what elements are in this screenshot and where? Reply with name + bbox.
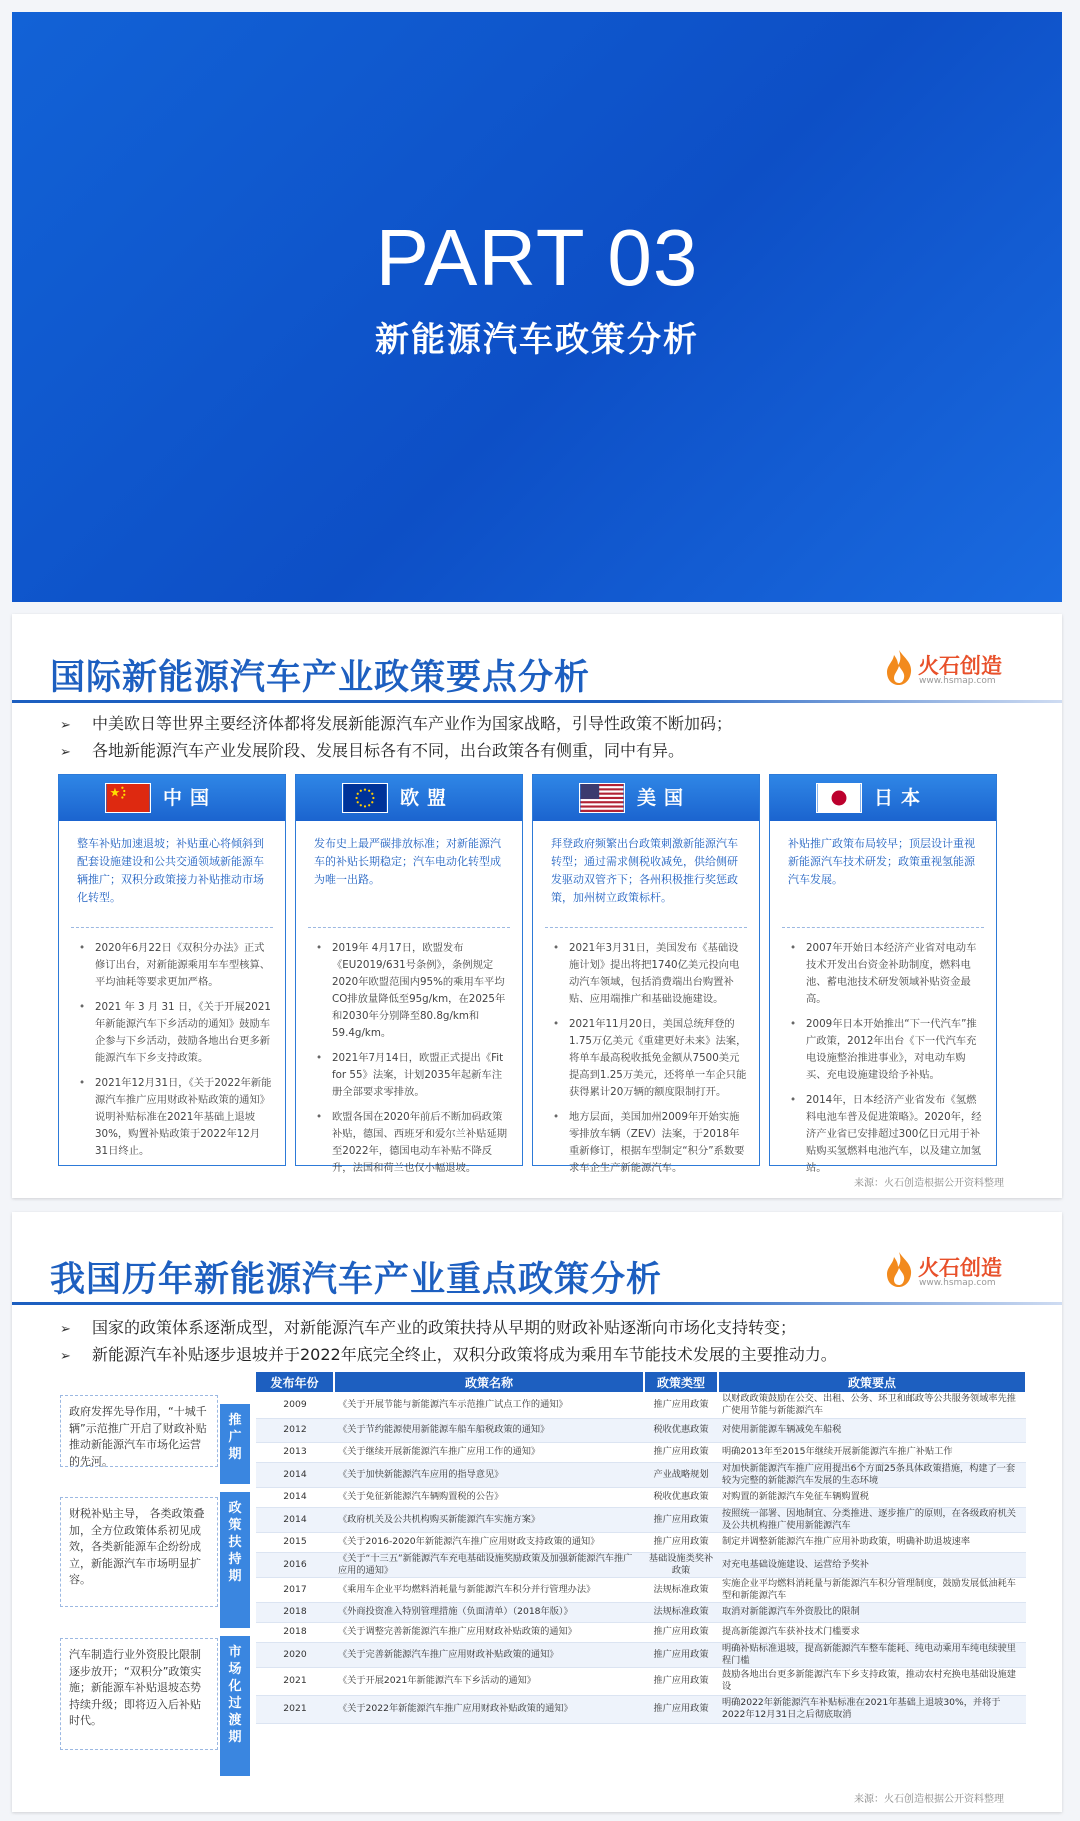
- table-row: [256, 1487, 1026, 1507]
- arrow-icon: ➢: [60, 745, 71, 760]
- table-cell-name: 《关于继续开展新能源汽车推广应用工作的通知》: [334, 1442, 644, 1462]
- table-cell-year: 2021: [256, 1695, 334, 1723]
- column-header: 发布年份: [256, 1372, 334, 1392]
- brand-name: 火石创造: [918, 654, 1002, 678]
- table-cell-name: 《乘用车企业平均燃料消耗量与新能源汽车积分并行管理办法》: [334, 1577, 644, 1602]
- table-cell-name: 《关于节约能源使用新能源车船车船税政策的通知》: [334, 1418, 644, 1442]
- table-cell-type: 推广应用政策: [644, 1695, 718, 1723]
- table-cell-year: 2014: [256, 1507, 334, 1532]
- intro-bullets: [60, 1314, 837, 1368]
- table-row: [256, 1695, 1026, 1723]
- country-card-usa: [532, 774, 760, 1174]
- table-row: [256, 1442, 1026, 1462]
- usa-flag-icon: [579, 783, 625, 813]
- table-cell-name: 《关于开展2021年新能源汽车下乡活动的通知》: [334, 1667, 644, 1695]
- country-card-china: [58, 774, 286, 1166]
- stage-note-promotion: 政府发挥先导作用，“十城千辆”示范推广开启了财政补贴推动新能源汽车市场化运营的先河。: [60, 1395, 218, 1467]
- dashed-divider: [308, 927, 510, 928]
- intro-bullets: [60, 710, 732, 764]
- table-row: [256, 1532, 1026, 1552]
- list-item: • 2009年日本开始推出“下一代汽车”推广政策，2012年出台《下一代汽车充电设施整治推进事业》，对电动车购买、充电设施建设给予补贴。: [782, 1016, 984, 1084]
- brand-logo: [884, 1248, 1004, 1292]
- table-cell-point: 取消对新能源汽车外资股比的限制: [718, 1602, 1026, 1622]
- part-number: PART 03: [375, 213, 699, 302]
- list-item: • 2021年12月31日，《关于2022年新能源汽车推广应用财政补贴政策的通知》说明补贴标准在2021年基础上退坡30%，购置补贴政策于2022年12月31日终止。: [71, 1075, 273, 1160]
- china-flag-icon: [105, 783, 151, 813]
- country-summary: 补贴推广政策布局较早；顶层设计重视新能源汽车技术研发；政策重视氢能源汽车发展。: [788, 837, 975, 886]
- brand-logo: [884, 646, 1004, 690]
- table-row: [256, 1602, 1026, 1622]
- list-item: • 2021年11月20日，美国总统拜登的1.75万亿美元《重建更好未来》法案，将单车最高税收抵免金额从7500美元提高到1.25万美元，还将单一车企只能获得累计20万辆的额度限制打开。: [545, 1016, 747, 1101]
- table-cell-year: 2014: [256, 1487, 334, 1507]
- table-row: [256, 1667, 1026, 1695]
- country-name: 美国: [637, 787, 692, 809]
- table-cell-point: 明确2022年新能源汽车补贴标准在2021年基础上退坡30%，并将于2022年12月31日之后彻底取消: [718, 1695, 1026, 1723]
- arrow-icon: ➢: [60, 1349, 71, 1364]
- title-divider: [12, 700, 1062, 703]
- column-header: 政策要点: [718, 1372, 1026, 1392]
- table-row: [256, 1507, 1026, 1532]
- list-item: • 2020年6月22日《双积分办法》正式修订出台，对新能源乘用车车型核算、平均油耗等要求更加严格。: [71, 940, 273, 991]
- bullet-item: ➢ 新能源汽车补贴逐步退坡并于2022年底完全终止，双积分政策将成为乘用车节能技术发展的主要推动力。: [60, 1341, 837, 1368]
- list-item: • 2021年7月14日，欧盟正式提出《Fit for 55》法案，计划2035年起新车注册全部要求零排放。: [308, 1050, 510, 1101]
- table-cell-point: 以财政政策鼓励在公交、出租、公务、环卫和邮政等公共服务领域率先推广使用节能与新能源汽车: [718, 1392, 1026, 1418]
- stage-label-support: 政策扶持期: [220, 1492, 250, 1628]
- table-cell-type: 推广应用政策: [644, 1622, 718, 1642]
- country-card-japan: [769, 774, 997, 1174]
- table-cell-type: 基础设施类奖补政策: [644, 1552, 718, 1577]
- table-row: [256, 1622, 1026, 1642]
- table-row: [256, 1552, 1026, 1577]
- country-name: 欧盟: [400, 787, 455, 809]
- table-cell-year: 2016: [256, 1552, 334, 1577]
- table-cell-point: 鼓励各地出台更多新能源汽车下乡支持政策，推动农村充换电基础设施建设: [718, 1667, 1026, 1695]
- table-row: [256, 1392, 1026, 1418]
- bullet-item: ➢ 各地新能源汽车产业发展阶段、发展目标各有不同，出台政策各有侧重，同中有异。: [60, 737, 732, 764]
- table-cell-year: 2020: [256, 1642, 334, 1667]
- dashed-divider: [545, 927, 747, 928]
- table-cell-year: 2021: [256, 1667, 334, 1695]
- title-divider: [12, 1302, 1062, 1305]
- country-summary: 发布史上最严碳排放标准；对新能源汽车的补贴长期稳定；汽车电动化转型成为唯一出路。: [314, 837, 501, 886]
- table-row: [256, 1577, 1026, 1602]
- table-cell-name: 《关于加快新能源汽车应用的指导意见》: [334, 1462, 644, 1487]
- country-summary: 整车补贴加速退坡；补贴重心将倾斜到配套设施建设和公共交通领域新能源车辆推广；双积分政策接力补贴推动市场化转型。: [77, 837, 264, 904]
- table-cell-name: 《关于调整完善新能源汽车推广应用财政补贴政策的通知》: [334, 1622, 644, 1642]
- list-item: • 2019年 4月17日，欧盟发布《EU2019/631号条例》，条例规定2020年欧盟范围内95%的乘用车平均CO排放量降低至95g/km，在2025年和2030年分别降至80.8g/km和59.4g/km。: [308, 940, 510, 1042]
- bullet-item: ➢ 国家的政策体系逐渐成型，对新能源汽车产业的政策扶持从早期的财政补贴逐渐向市场化支持转变；: [60, 1314, 837, 1341]
- column-header: 政策名称: [334, 1372, 644, 1392]
- table-cell-point: 制定并调整新能源汽车推广应用补助政策，明确补助退坡速率: [718, 1532, 1026, 1552]
- table-cell-name: 《关于2022年新能源汽车推广应用财政补贴政策的通知》: [334, 1695, 644, 1723]
- table-cell-point: 对充电基础设施建设、运营给予奖补: [718, 1552, 1026, 1577]
- list-item: • 欧盟各国在2020年前后不断加码政策补贴，德国、西班牙和爱尔兰补贴延期至2022年，德国电动车补贴不降反升，法国和荷兰也仅小幅退坡。: [308, 1109, 510, 1177]
- source-note: 来源：火石创造根据公开资料整理: [854, 1794, 1004, 1805]
- card-header: [533, 775, 759, 821]
- list-item: • 2014年，日本经济产业省发布《氢燃料电池车普及促进策略》。2020年，经济产业省已安排超过300亿日元用于补贴购买氢燃料电池汽车，以及建立加氢站。: [782, 1092, 984, 1177]
- table-cell-point: 明确2013年至2015年继续开展新能源汽车推广补贴工作: [718, 1442, 1026, 1462]
- table-cell-point: 明确补贴标准退坡，提高新能源汽车整车能耗、纯电动乘用车纯电续驶里程门槛: [718, 1642, 1026, 1667]
- country-name: 日本: [874, 787, 929, 809]
- table-cell-type: 法规标准政策: [644, 1577, 718, 1602]
- list-item: • 2021年3月31日，美国发布《基础设施计划》提出将把1740亿美元投向电动汽车领域，包括消费端出台购置补贴、应用端推广和基础设施建设。: [545, 940, 747, 1008]
- brand-url: www.hsmap.com: [919, 1278, 996, 1288]
- table-cell-year: 2014: [256, 1462, 334, 1487]
- table-cell-type: 推广应用政策: [644, 1667, 718, 1695]
- stage-label-promotion: 推广期: [220, 1404, 250, 1484]
- stage-note-transition: 汽车制造行业外资股比限制逐步放开；“双积分”政策实施；新能源车补贴退坡态势持续升级；即将迈入后补贴时代。: [60, 1638, 218, 1750]
- column-header: 政策类型: [644, 1372, 718, 1392]
- table-cell-type: 推广应用政策: [644, 1442, 718, 1462]
- table-cell-point: 按照统一部署、因地制宜、分类推进、逐步推广的原则，在各级政府机关及公共机构推广使用新能源汽车: [718, 1507, 1026, 1532]
- table-cell-year: 2015: [256, 1532, 334, 1552]
- list-item: • 地方层面，美国加州2009年开始实施零排放车辆（ZEV）法案，于2018年重新修订，根据车型制定“积分”系数要求车企生产新能源汽车。: [545, 1109, 747, 1177]
- card-header: [770, 775, 996, 821]
- stage-note-support: 财税补贴主导， 各类政策叠加，全方位政策体系初见成效，各类新能源车企纷纷成立，新能源汽车市场明显扩容。: [60, 1497, 218, 1607]
- flame-icon: [884, 1250, 914, 1288]
- table-cell-point: 对使用新能源车辆减免车船税: [718, 1418, 1026, 1442]
- bullet-item: ➢ 中美欧日等世界主要经济体都将发展新能源汽车产业作为国家战略，引导性政策不断加码；: [60, 710, 732, 737]
- table-cell-name: 《关于完善新能源汽车推广应用财政补贴政策的通知》: [334, 1642, 644, 1667]
- table-cell-name: 《关于“十三五”新能源汽车充电基础设施奖励政策及加强新能源汽车推广应用的通知》: [334, 1552, 644, 1577]
- japan-flag-icon: [816, 783, 862, 813]
- table-cell-point: 对加快新能源汽车推广应用提出6个方面25条具体政策措施，构建了一套较为完整的新能源汽车发展的生态环境: [718, 1462, 1026, 1487]
- slide-title: 国际新能源汽车产业政策要点分析: [50, 658, 591, 698]
- table-row: [256, 1418, 1026, 1442]
- table-row: [256, 1462, 1026, 1487]
- eu-flag-icon: [342, 783, 388, 813]
- table-cell-type: 法规标准政策: [644, 1602, 718, 1622]
- table-header-row: [256, 1372, 1026, 1392]
- policy-table-body: [256, 1392, 1026, 1723]
- table-cell-year: 2018: [256, 1602, 334, 1622]
- table-cell-point: 对购置的新能源汽车免征车辆购置税: [718, 1487, 1026, 1507]
- table-cell-name: 《政府机关及公共机构购买新能源汽车实施方案》: [334, 1507, 644, 1532]
- brand-name: 火石创造: [918, 1256, 1002, 1280]
- table-cell-year: 2009: [256, 1392, 334, 1418]
- country-card-eu: [295, 774, 523, 1174]
- country-summary: 拜登政府频繁出台政策刺激新能源汽车转型；通过需求侧税收减免，供给侧研发驱动双管齐下；各州积极推行奖惩政策，加州树立政策标杆。: [551, 837, 738, 904]
- arrow-icon: ➢: [60, 1322, 71, 1337]
- source-note: 来源：火石创造根据公开资料整理: [854, 1178, 1004, 1189]
- table-cell-type: 推广应用政策: [644, 1642, 718, 1667]
- list-item: • 2007年开始日本经济产业省对电动车技术开发出台资金补助制度，燃料电池、蓄电池技术研发领域补贴资金最高。: [782, 940, 984, 1008]
- table-cell-name: 《关于2016-2020年新能源汽车推广应用财政支持政策的通知》: [334, 1532, 644, 1552]
- table-cell-name: 《关于开展节能与新能源汽车示范推广试点工作的通知》: [334, 1392, 644, 1418]
- list-item: • 2021 年 3 月 31 日，《关于开展2021 年新能源汽车下乡活动的通知》鼓励车企参与下乡活动，鼓励各地出台更多新能源汽车下乡支持政策。: [71, 999, 273, 1067]
- table-cell-type: 产业战略规划: [644, 1462, 718, 1487]
- table-cell-year: 2018: [256, 1622, 334, 1642]
- card-header: [59, 775, 285, 821]
- part-subtitle: 新能源汽车政策分析: [375, 320, 699, 360]
- table-cell-year: 2017: [256, 1577, 334, 1602]
- table-cell-type: 税收优惠政策: [644, 1487, 718, 1507]
- table-cell-name: 《关于免征新能源汽车辆购置税的公告》: [334, 1487, 644, 1507]
- table-cell-year: 2012: [256, 1418, 334, 1442]
- table-cell-type: 推广应用政策: [644, 1392, 718, 1418]
- dashed-divider: [782, 927, 984, 928]
- table-cell-year: 2013: [256, 1442, 334, 1462]
- card-header: [296, 775, 522, 821]
- policy-table: [256, 1372, 1027, 1724]
- table-row: [256, 1642, 1026, 1667]
- international-policy-slide: [12, 614, 1062, 1198]
- china-policy-slide: [12, 1212, 1062, 1812]
- table-cell-name: 《外商投资准入特别管理措施（负面清单）（2018年版）》: [334, 1602, 644, 1622]
- part-cover-slide: [12, 12, 1062, 602]
- slide-title: 我国历年新能源汽车产业重点政策分析: [50, 1260, 663, 1300]
- table-cell-type: 税收优惠政策: [644, 1418, 718, 1442]
- table-cell-point: 实施企业平均燃料消耗量与新能源汽车积分管理制度，鼓励发展低油耗车型和新能源汽车: [718, 1577, 1026, 1602]
- stage-label-transition: 市场化过渡期: [220, 1636, 250, 1776]
- brand-url: www.hsmap.com: [919, 676, 996, 686]
- dashed-divider: [71, 927, 273, 928]
- country-name: 中国: [163, 787, 218, 809]
- arrow-icon: ➢: [60, 718, 71, 733]
- table-cell-type: 推广应用政策: [644, 1507, 718, 1532]
- table-cell-type: 推广应用政策: [644, 1532, 718, 1552]
- flame-icon: [884, 648, 914, 686]
- table-cell-point: 提高新能源汽车获补技术门槛要求: [718, 1622, 1026, 1642]
